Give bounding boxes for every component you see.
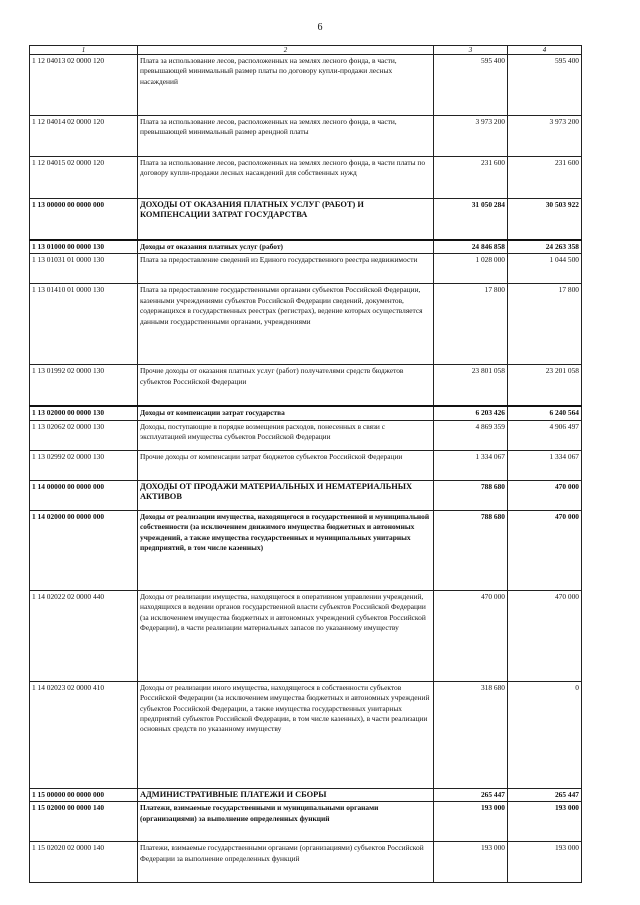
column-number-3: 3 — [434, 46, 508, 55]
table-row — [30, 199, 582, 241]
row-description: Доходы от компенсации затрат государства — [138, 406, 434, 420]
table-row — [30, 284, 582, 365]
table-row — [30, 240, 582, 254]
row-value-col4: 470 000 — [508, 510, 582, 590]
row-code: 1 14 00000 00 0000 000 — [30, 480, 138, 510]
row-value-col4: 17 800 — [508, 284, 582, 365]
row-value-col4: 265 447 — [508, 788, 582, 801]
column-numbers-row — [30, 46, 582, 55]
row-value-col3: 318 680 — [434, 681, 508, 788]
table-row — [30, 788, 582, 801]
row-value-col3: 265 447 — [434, 788, 508, 801]
row-code: 1 13 02062 02 0000 130 — [30, 420, 138, 450]
table-row — [30, 157, 582, 199]
table-row — [30, 406, 582, 420]
table-body — [30, 55, 582, 883]
row-description: Платежи, взимаемые государственными и муниципальными органами (организациями) за выполнение определенных функций — [138, 802, 434, 842]
row-value-col4: 470 000 — [508, 480, 582, 510]
row-description: Доходы от реализации имущества, находящегося в оперативном управлении учреждений, находящихся в ведении органов государственной власти субъектов Российской Федерации (за исключением имущества бюджетных и автономных учреждений субъектов Российской Федерации), в части реализации материальных запасов по указанному имуществу — [138, 590, 434, 681]
row-value-col4: 0 — [508, 681, 582, 788]
row-value-col4: 470 000 — [508, 590, 582, 681]
row-code: 1 13 01992 02 0000 130 — [30, 365, 138, 407]
row-code: 1 14 02023 02 0000 410 — [30, 681, 138, 788]
table-row — [30, 254, 582, 284]
row-value-col3: 3 973 200 — [434, 116, 508, 157]
row-description: Прочие доходы от оказания платных услуг (работ) получателями средств бюджетов субъектов Российской Федерации — [138, 365, 434, 407]
table-row — [30, 842, 582, 883]
row-code: 1 13 01410 01 0000 130 — [30, 284, 138, 365]
row-code: 1 15 02000 00 0000 140 — [30, 802, 138, 842]
table-row — [30, 55, 582, 116]
row-description: Доходы, поступающие в порядке возмещения расходов, понесенных в связи с эксплуатацией имущества субъектов Российской Федерации — [138, 420, 434, 450]
row-value-col4: 24 263 358 — [508, 240, 582, 254]
row-value-col4: 231 600 — [508, 157, 582, 199]
row-description: Доходы от оказания платных услуг (работ) — [138, 240, 434, 254]
row-code: 1 14 02000 00 0000 000 — [30, 510, 138, 590]
row-value-col3: 231 600 — [434, 157, 508, 199]
row-description: Прочие доходы от компенсации затрат бюджетов субъектов Российской Федерации — [138, 450, 434, 480]
row-description: Плата за предоставление сведений из Единого государственного реестра недвижимости — [138, 254, 434, 284]
row-value-col4: 193 000 — [508, 842, 582, 883]
row-description: Плата за предоставление государственными органами субъектов Российской Федерации, казенными учреждениями субъектов Российской Федерации сведений, документов, содержащихся в государственных реестрах (регистрах), ведение которых осуществляется данными государственными органами, учреждениями — [138, 284, 434, 365]
row-description: Плата за использование лесов, расположенных на землях лесного фонда, в части платы по договору купли-продажи лесных насаждений для собственных нужд — [138, 157, 434, 199]
row-code: 1 12 04015 02 0000 120 — [30, 157, 138, 199]
row-value-col3: 1 028 000 — [434, 254, 508, 284]
row-value-col4: 595 400 — [508, 55, 582, 116]
row-value-col3: 6 203 426 — [434, 406, 508, 420]
row-description: АДМИНИСТРАТИВНЫЕ ПЛАТЕЖИ И СБОРЫ — [138, 788, 434, 801]
row-value-col3: 24 846 858 — [434, 240, 508, 254]
row-code: 1 13 01031 01 0000 130 — [30, 254, 138, 284]
row-description: Платежи, взимаемые государственными органами (организациями) субъектов Российской Федерации за выполнение определенных функций — [138, 842, 434, 883]
row-code: 1 13 02992 02 0000 130 — [30, 450, 138, 480]
row-code: 1 12 04013 02 0000 120 — [30, 55, 138, 116]
table-row — [30, 681, 582, 788]
column-number-4: 4 — [508, 46, 582, 55]
table-row — [30, 420, 582, 450]
row-description: Доходы от реализации иного имущества, находящегося в собственности субъектов Российской Федерации (за исключением имущества бюджетных и автономных учреждений субъектов Российской Федерации, а также имущества государственных унитарных предприятий субъектов Российской Федерации, в том числе казенных), в части реализации основных средств по указанному имуществу — [138, 681, 434, 788]
table-row — [30, 450, 582, 480]
row-code: 1 12 04014 02 0000 120 — [30, 116, 138, 157]
column-number-1: 1 — [30, 46, 138, 55]
row-description: ДОХОДЫ ОТ ОКАЗАНИЯ ПЛАТНЫХ УСЛУГ (РАБОТ) И КОМПЕНСАЦИИ ЗАТРАТ ГОСУДАРСТВА — [138, 199, 434, 241]
row-value-col3: 4 869 359 — [434, 420, 508, 450]
row-code: 1 15 02020 02 0000 140 — [30, 842, 138, 883]
table-row — [30, 480, 582, 510]
row-value-col3: 193 000 — [434, 842, 508, 883]
revenue-table — [29, 45, 582, 883]
page-number: 6 — [317, 22, 323, 33]
row-value-col3: 1 334 067 — [434, 450, 508, 480]
row-description: Плата за использование лесов, расположенных на землях лесного фонда, в части, превышающей минимальный размер арендной платы — [138, 116, 434, 157]
row-value-col4: 3 973 200 — [508, 116, 582, 157]
row-value-col3: 788 680 — [434, 480, 508, 510]
row-code: 1 13 02000 00 0000 130 — [30, 406, 138, 420]
row-value-col4: 30 503 922 — [508, 199, 582, 241]
row-value-col4: 23 201 058 — [508, 365, 582, 407]
table-row — [30, 116, 582, 157]
row-description: ДОХОДЫ ОТ ПРОДАЖИ МАТЕРИАЛЬНЫХ И НЕМАТЕРИАЛЬНЫХ АКТИВОВ — [138, 480, 434, 510]
row-code: 1 13 00000 00 0000 000 — [30, 199, 138, 241]
row-value-col3: 788 680 — [434, 510, 508, 590]
row-value-col3: 31 050 284 — [434, 199, 508, 241]
row-code: 1 15 00000 00 0000 000 — [30, 788, 138, 801]
column-number-2: 2 — [138, 46, 434, 55]
row-value-col3: 17 800 — [434, 284, 508, 365]
row-value-col4: 4 906 497 — [508, 420, 582, 450]
row-value-col4: 193 000 — [508, 802, 582, 842]
row-description: Доходы от реализации имущества, находящегося в государственной и муниципальной собственности (за исключением движимого имущества бюджетных и автономных учреждений, а также имущества государственных и муниципальных унитарных предприятий, в том числе казенных) — [138, 510, 434, 590]
row-value-col3: 470 000 — [434, 590, 508, 681]
table-row — [30, 365, 582, 407]
row-value-col4: 1 334 067 — [508, 450, 582, 480]
row-value-col4: 1 044 500 — [508, 254, 582, 284]
table-row — [30, 510, 582, 590]
row-code: 1 13 01000 00 0000 130 — [30, 240, 138, 254]
row-value-col3: 595 400 — [434, 55, 508, 116]
table-row — [30, 802, 582, 842]
row-code: 1 14 02022 02 0000 440 — [30, 590, 138, 681]
row-description: Плата за использование лесов, расположенных на землях лесного фонда, в части, превышающей минимальный размер платы по договору купли-продажи лесных насаждений — [138, 55, 434, 116]
table-row — [30, 590, 582, 681]
row-value-col4: 6 240 564 — [508, 406, 582, 420]
row-value-col3: 193 000 — [434, 802, 508, 842]
row-value-col3: 23 801 058 — [434, 365, 508, 407]
